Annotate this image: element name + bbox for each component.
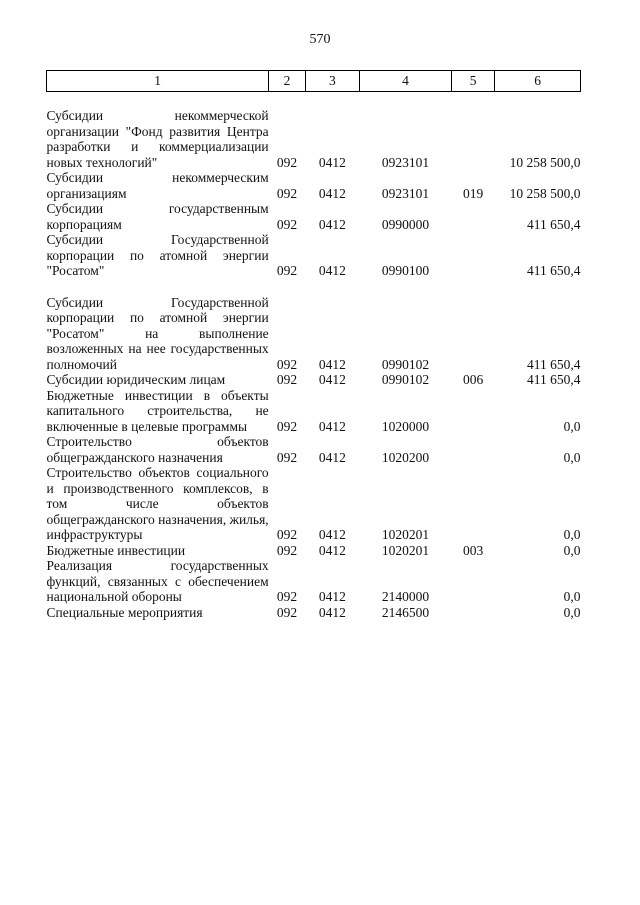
row-expense-code: 019 xyxy=(463,185,484,201)
row-name: Бюджетные инвестиции xyxy=(46,542,186,558)
row-expense-code xyxy=(451,108,494,170)
column-header-1: 1 xyxy=(47,71,269,92)
budget-table xyxy=(46,70,581,620)
row-target-code: 2140000 xyxy=(381,589,430,604)
row-ministry-code: 092 xyxy=(276,418,298,434)
row-expense-code xyxy=(451,388,494,435)
row-ministry-code: 092 xyxy=(276,356,298,372)
row-amount: 0,0 xyxy=(563,418,581,434)
page-number: 570 xyxy=(309,32,331,47)
column-header-3: 3 xyxy=(305,71,359,92)
row-name: Строительство объектов общегражданского назначения xyxy=(46,434,269,465)
row-name: Субсидии некоммерческой организации "Фонд развития Центра разработки и коммерциализации новых технологий" xyxy=(46,108,269,170)
column-header-2: 2 xyxy=(269,71,306,92)
table-row xyxy=(47,605,581,621)
table-row xyxy=(47,372,581,388)
row-name: Реализация государственных функций, связанных с обеспечением национальной обороны xyxy=(46,558,269,604)
row-ministry-code: 092 xyxy=(276,263,298,278)
row-expense-code: 006 xyxy=(463,372,484,387)
row-section-code: 0412 xyxy=(318,589,346,604)
row-section-code: 0412 xyxy=(318,604,346,620)
row-expense-code xyxy=(451,605,494,621)
row-amount: 411 650,4 xyxy=(527,216,581,232)
row-name: Субсидии юридическим лицам xyxy=(46,372,226,387)
table-row xyxy=(47,465,581,543)
table-row xyxy=(47,232,581,279)
row-amount: 0,0 xyxy=(563,589,581,604)
column-header-6: 6 xyxy=(495,71,581,92)
row-amount: 10 258 500,0 xyxy=(509,154,581,170)
row-amount: 0,0 xyxy=(563,449,581,465)
row-target-code: 0990102 xyxy=(381,372,430,387)
table-row xyxy=(47,108,581,170)
row-ministry-code: 092 xyxy=(276,216,298,232)
row-section-code: 0412 xyxy=(318,542,346,558)
row-section-code: 0412 xyxy=(318,449,346,465)
row-section-code: 0412 xyxy=(318,263,346,278)
row-ministry-code: 092 xyxy=(276,372,298,387)
row-section-code: 0412 xyxy=(318,356,346,372)
row-section-code: 0412 xyxy=(318,154,346,170)
row-target-code: 1020000 xyxy=(381,418,430,434)
row-name: Субсидии государственным корпорациям xyxy=(46,201,269,232)
row-ministry-code: 092 xyxy=(276,589,298,604)
row-section-code: 0412 xyxy=(318,216,346,232)
row-expense-code xyxy=(451,232,494,279)
row-expense-code xyxy=(451,558,494,605)
row-section-code: 0412 xyxy=(318,372,346,387)
row-name: Бюджетные инвестиции в объекты капитального строительства, не включенные в целевые программы xyxy=(46,387,269,434)
row-expense-code xyxy=(451,434,494,465)
row-section-code: 0412 xyxy=(318,185,346,201)
row-ministry-code: 092 xyxy=(276,449,298,465)
row-amount: 0,0 xyxy=(563,527,581,542)
row-ministry-code: 092 xyxy=(276,527,298,542)
row-amount: 10 258 500,0 xyxy=(509,185,581,201)
row-target-code: 0923101 xyxy=(381,185,430,201)
row-expense-code xyxy=(451,465,494,543)
row-target-code: 1020200 xyxy=(381,449,430,465)
row-target-code: 0990000 xyxy=(381,216,430,232)
row-target-code: 0923101 xyxy=(381,154,430,170)
row-target-code: 1020201 xyxy=(381,527,430,542)
column-header-4: 4 xyxy=(360,71,452,92)
row-amount: 411 650,4 xyxy=(527,356,581,372)
row-target-code: 2146500 xyxy=(381,604,430,620)
row-name: Субсидии некоммерческим организациям xyxy=(46,170,269,201)
row-ministry-code: 092 xyxy=(276,185,298,201)
row-amount: 411 650,4 xyxy=(527,263,581,278)
row-ministry-code: 092 xyxy=(276,154,298,170)
table-row xyxy=(47,295,581,373)
table-row xyxy=(47,201,581,232)
row-section-code: 0412 xyxy=(318,418,346,434)
row-ministry-code: 092 xyxy=(276,542,298,558)
row-amount: 0,0 xyxy=(563,604,581,620)
table-header-row xyxy=(47,71,581,92)
row-target-code: 0990102 xyxy=(381,356,430,372)
row-amount: 0,0 xyxy=(563,542,581,558)
row-expense-code xyxy=(451,201,494,232)
table-row xyxy=(47,543,581,559)
table-row xyxy=(47,170,581,201)
row-amount: 411 650,4 xyxy=(527,372,581,387)
table-row xyxy=(47,558,581,605)
row-name: Специальные мероприятия xyxy=(46,604,203,620)
row-expense-code: 003 xyxy=(463,542,484,558)
table-row xyxy=(47,434,581,465)
table-row xyxy=(47,388,581,435)
row-ministry-code: 092 xyxy=(276,604,298,620)
row-expense-code xyxy=(451,295,494,373)
row-name: Субсидии Государственной корпорации по атомной энергии "Росатом" на выполнение возложенных на нее государственных полномочий xyxy=(46,294,269,372)
row-section-code: 0412 xyxy=(318,527,346,542)
row-name: Строительство объектов социального и производственного комплексов, в том числе объектов общегражданского назначения, жилья, инфраструктуры xyxy=(46,465,269,542)
column-header-5: 5 xyxy=(451,71,494,92)
row-target-code: 1020201 xyxy=(381,542,430,558)
row-name: Субсидии Государственной корпорации по атомной энергии "Росатом" xyxy=(46,232,269,278)
row-target-code: 0990100 xyxy=(381,263,430,278)
